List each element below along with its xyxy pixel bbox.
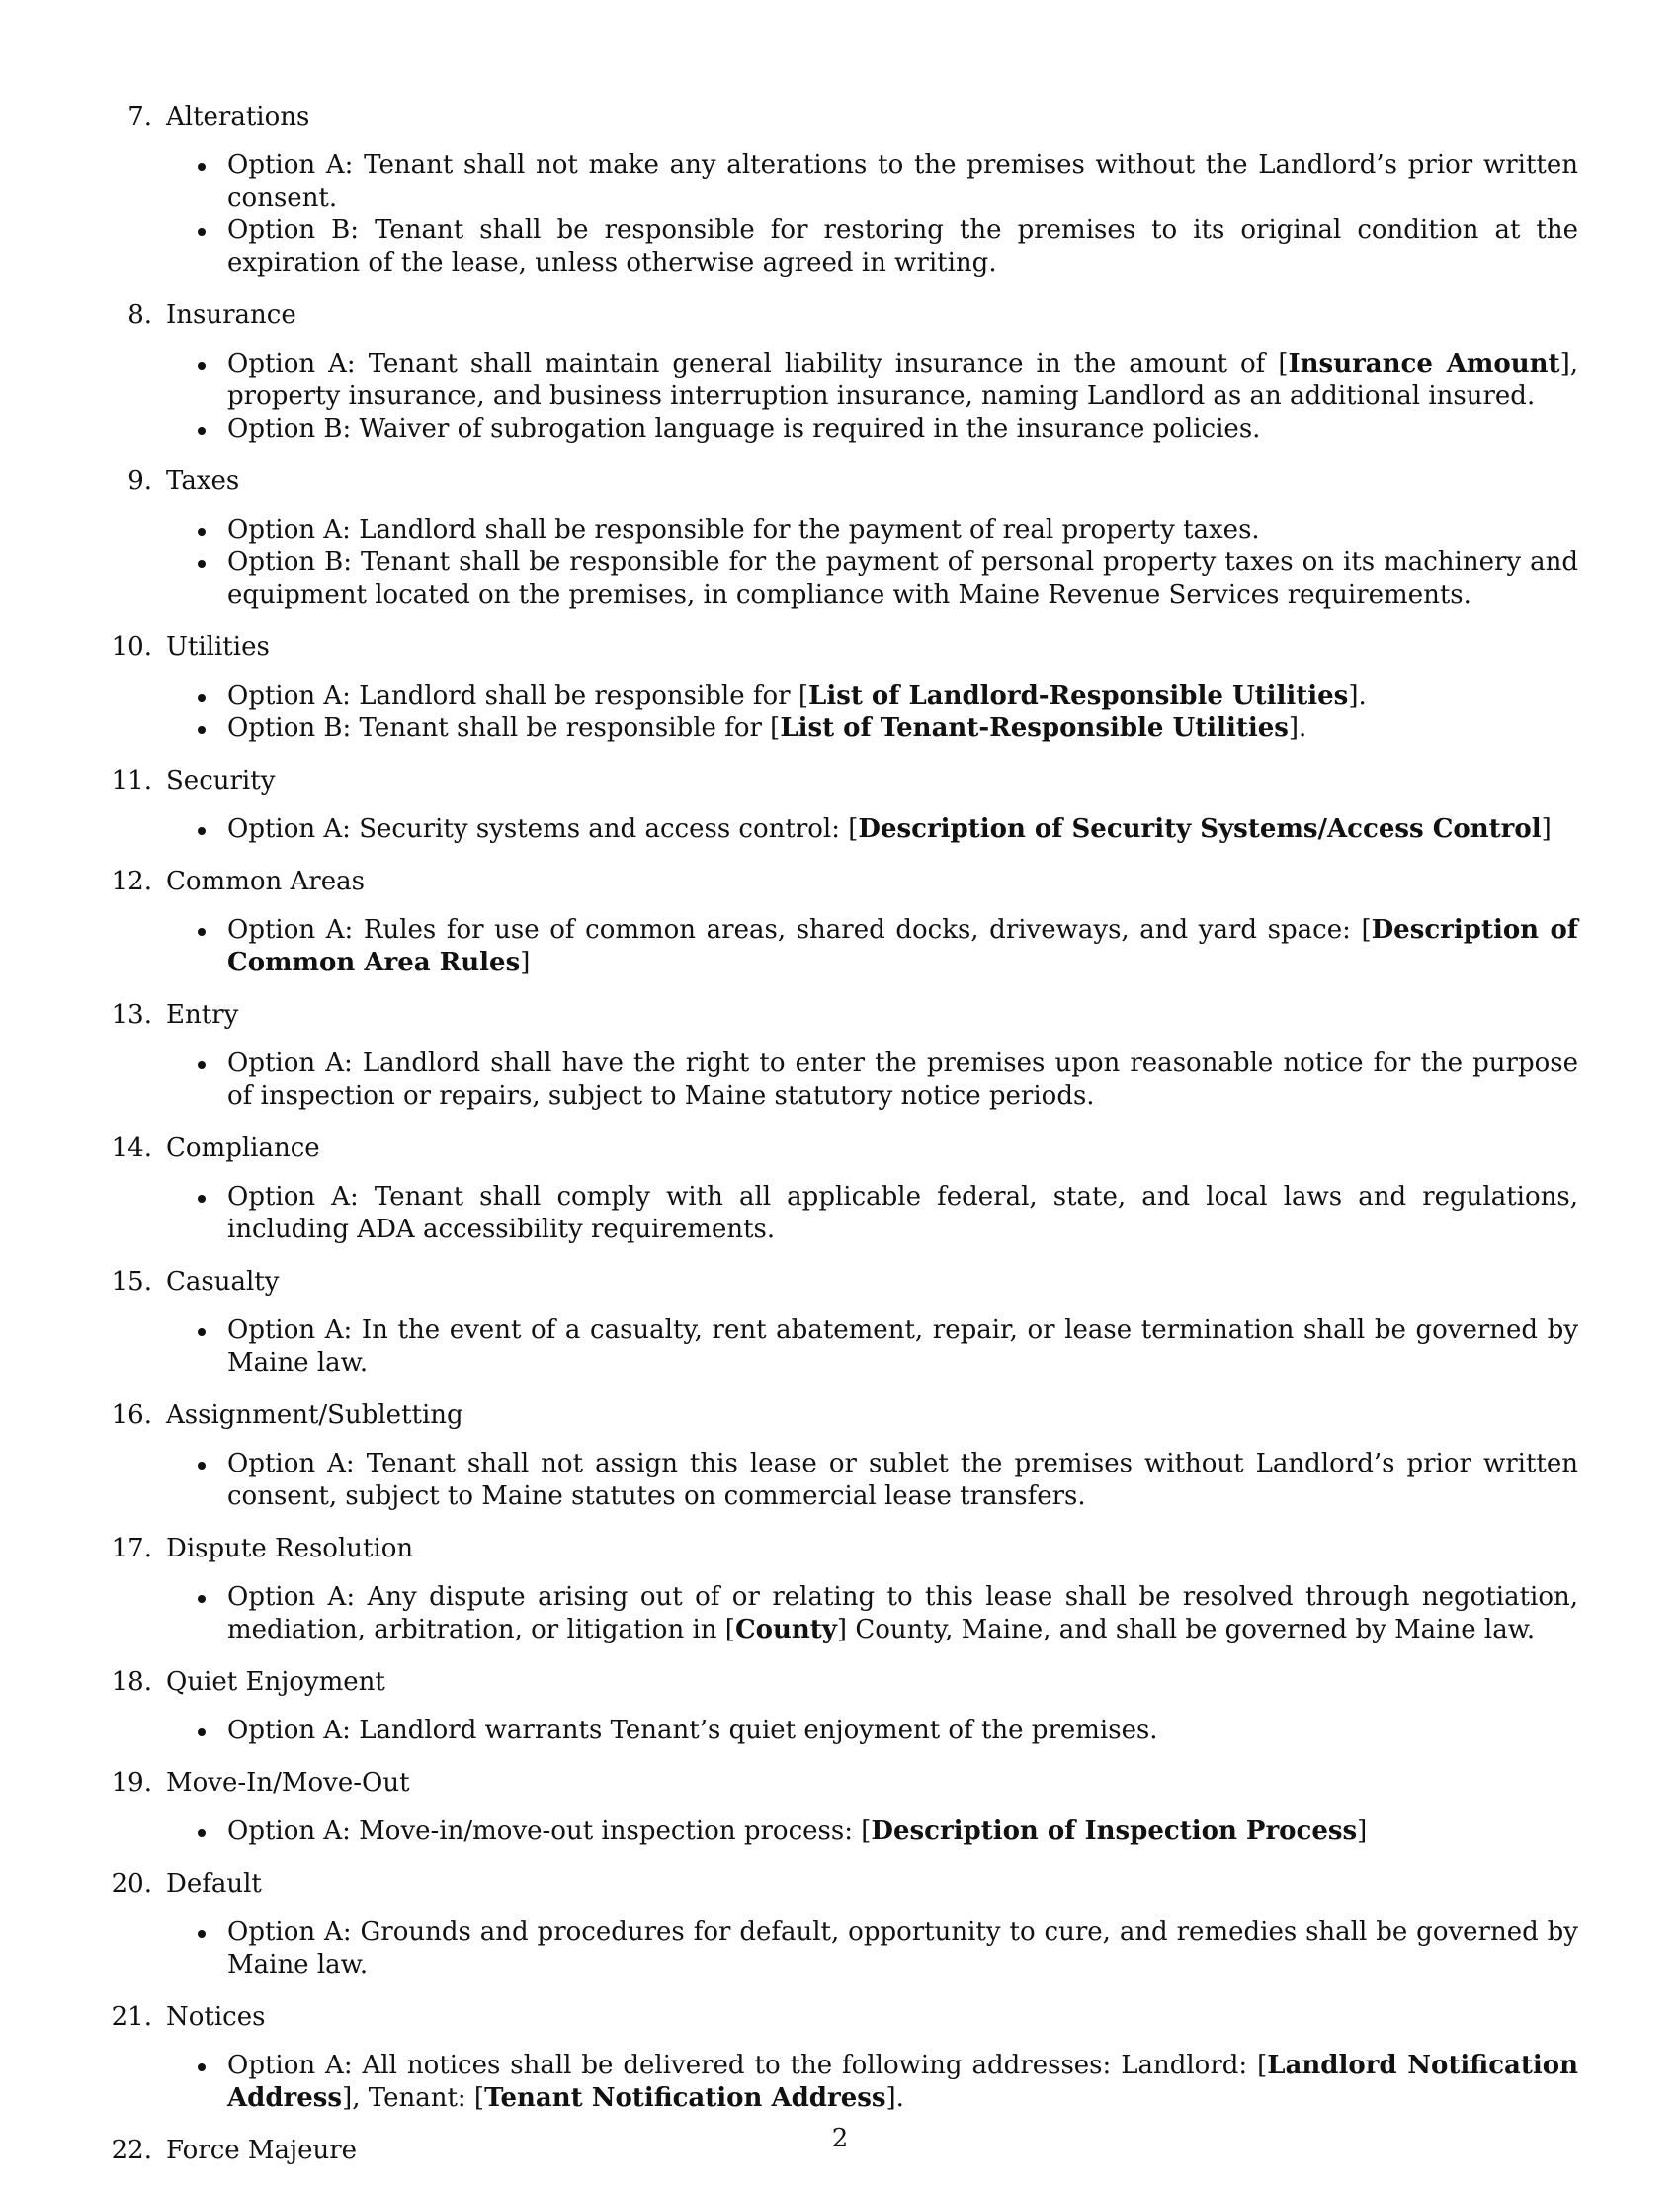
option-label: Option A: [227,349,356,379]
option-list [0,1181,1680,1246]
option-list [0,1048,1680,1113]
bullet-icon [198,560,206,568]
placeholder-field: List of Landlord-Responsible Utilities [808,681,1349,711]
option-text: Security systems and access control: [359,814,849,844]
section-heading [0,465,1680,498]
option-label: Option A: [227,1582,356,1612]
page-number: 2 [831,2124,849,2153]
section-title: Quiet Enjoyment [166,1667,385,1697]
lease-section [0,1399,1680,1513]
section-title: Dispute Resolution [166,1534,414,1563]
lease-section [0,999,1680,1113]
option-item: Option A: Any dispute arising out of or relating to this lease shall be resolved through negotiation, mediation, arbitration, or litigation in [County] County, Maine, and shall be governed by Maine law. [0,1581,1578,1646]
lease-section [0,101,1680,280]
option-item [0,547,1578,612]
section-number: 18. [111,1667,152,1697]
option-list [0,348,1680,446]
option-text: Grounds and procedures for default, opportunity to cure, and remedies shall be governed by Maine law. [227,1917,1578,1979]
bullet-icon [198,1061,206,1069]
option-text: Move-in/move-out inspection process: [359,1816,862,1846]
bullet-icon [198,228,206,236]
section-title: Move-In/Move-Out [166,1768,410,1798]
lease-section [0,1868,1680,1981]
section-heading [0,1399,1680,1432]
option-text: , property insurance, and business interruption insurance, naming Landlord as an additional insured. [227,349,1578,411]
option-text: In the event of a casualty, rent abatement, repair, or lease termination shall be governed by Maine law. [227,1315,1579,1378]
option-text: Waiver of subrogation language is required in the insurance policies. [359,414,1261,444]
lease-section [0,1266,1680,1380]
bullet-icon [198,1930,206,1938]
option-list [0,680,1680,745]
option-item [0,1715,1578,1747]
option-label: Option B: [227,414,352,444]
lease-section [0,765,1680,846]
section-number: 14. [111,1134,152,1163]
section-number: 7. [127,102,152,131]
section-heading [0,1133,1680,1165]
section-number: 10. [111,632,152,662]
option-item: Option B: Tenant shall be responsible for [List of Tenant-Responsible Utilities]. [0,713,1578,745]
option-text: Landlord shall be responsible for the payment of real property taxes. [359,515,1260,545]
lease-section [0,1767,1680,1848]
lease-section [0,1666,1680,1747]
option-item [0,1181,1578,1246]
option-label: Option A: [227,681,351,711]
section-number: 15. [111,1267,152,1297]
option-text: Landlord shall be responsible for [359,681,798,711]
lease-section [0,299,1680,446]
section-number: 13. [111,1000,152,1030]
bullet-icon [198,1728,206,1736]
section-title: Alterations [166,102,310,131]
option-label: Option A: [227,1917,352,1947]
option-label: Option A: [227,1315,353,1345]
option-item [0,1314,1578,1380]
option-item [0,514,1578,547]
placeholder-field: Tenant Notification Address [484,2083,886,2113]
option-label: Option B: [227,215,360,245]
option-text: Any dispute arising out of or relating to this lease shall be resolved through negotiation, mediation, arbitration, or litigation in [227,1582,1579,1644]
section-heading [0,1266,1680,1299]
section-heading [0,866,1680,898]
section-heading [0,1868,1680,1900]
option-text: Tenant shall not make any alterations to the premises without the Landlord’s prior written consent. [227,150,1579,212]
option-text: County, Maine, and shall be governed by Maine law. [847,1615,1536,1644]
bullet-icon [198,694,206,702]
section-number: 17. [111,1534,152,1563]
section-title: Entry [166,1000,239,1030]
option-text: . [895,2083,904,2113]
bullet-icon [198,928,206,936]
bullet-icon [198,1595,206,1603]
section-heading [0,765,1680,798]
bullet-icon [198,827,206,835]
option-item [0,413,1578,446]
bullet-icon [198,362,206,370]
option-list [0,1815,1680,1848]
lease-section [0,2001,1680,2115]
option-label: Option A: [227,915,354,945]
bullet-icon [198,528,206,536]
section-number: 12. [111,867,152,896]
lease-section [0,631,1680,745]
section-title: Security [166,766,276,796]
option-label: Option A: [227,1449,355,1478]
section-heading [0,999,1680,1032]
bullet-icon [198,1328,206,1336]
option-text: , Tenant: [352,2083,474,2113]
section-title: Taxes [166,466,240,496]
section-title: Force Majeure [166,2136,358,2165]
option-list [0,1314,1680,1380]
bullet-icon [198,2063,206,2071]
section-heading [0,631,1680,664]
section-number: 20. [111,1869,152,1898]
option-label: Option A: [227,1716,351,1745]
option-list [0,813,1680,846]
option-label: Option A: [227,1049,353,1078]
option-label: Option A: [227,150,354,180]
placeholder-field: Landlord Notification Address [227,2051,1579,2113]
option-item [0,1448,1578,1513]
option-text: Tenant shall be responsible for [359,714,771,743]
option-label: Option A: [227,1816,351,1846]
option-label: Option B: [227,714,352,743]
option-item [0,214,1578,280]
section-title: Compliance [166,1134,320,1163]
option-text: Landlord shall have the right to enter the premises upon reasonable notice for the purpose of inspection or repairs, subject to Maine statutory notice periods. [227,1049,1578,1111]
lease-section [0,1533,1680,1646]
section-heading [0,1533,1680,1565]
option-item: Option A: All notices shall be delivered to the following addresses: Landlord: [Landlord Notification Address], Tenant: [Tenant Notification Address]. [0,2050,1578,2115]
option-item [0,1048,1578,1113]
section-heading [0,1666,1680,1699]
option-label: Option A: [227,814,351,844]
lease-section-list [0,101,1680,2187]
bullet-icon [198,1462,206,1470]
section-title: Casualty [166,1267,280,1297]
bullet-icon [198,427,206,435]
option-label: Option A: [227,515,351,545]
option-label: Option B: [227,547,352,577]
section-title: Insurance [166,300,296,330]
option-item [0,1916,1578,1981]
option-text: Tenant shall be responsible for restoring the premises to its original condition at the expiration of the lease, unless otherwise agreed in writing. [227,215,1579,278]
placeholder-field: Description of Inspection Process [871,1816,1358,1846]
option-item: Option A: Move-in/move-out inspection process: [Description of Inspection Process] [0,1815,1578,1848]
placeholder-field: List of Tenant-Responsible Utilities [780,714,1289,743]
section-heading [0,1767,1680,1800]
placeholder-field: Description of Security Systems/Access Control [858,814,1542,844]
option-label: Option A: [227,1182,359,1212]
option-list [0,514,1680,612]
option-text: Tenant shall not assign this lease or sublet the premises without Landlord’s prior written consent, subject to Maine statutes on commercial lease transfers. [227,1449,1579,1511]
placeholder-field: County [734,1615,837,1644]
option-text: Rules for use of common areas, shared docks, driveways, and yard space: [363,915,1362,945]
option-text: Tenant shall maintain general liability insurance in the amount of [368,349,1279,379]
section-number: 22. [111,2136,152,2165]
section-title: Assignment/Subletting [166,1400,463,1430]
section-number: 11. [111,766,152,796]
section-heading [0,101,1680,133]
option-list [0,1448,1680,1513]
option-list [0,2050,1680,2115]
placeholder-field: Description of Common Area Rules [227,915,1578,977]
lease-section [0,465,1680,612]
option-text: Landlord warrants Tenant’s quiet enjoyment of the premises. [359,1716,1158,1745]
option-text: . [1358,681,1367,711]
section-title: Notices [166,2002,266,2032]
option-list [0,914,1680,979]
option-item: Option A: Landlord shall be responsible for [List of Landlord-Responsible Utilities]. [0,680,1578,713]
section-number: 16. [111,1400,152,1430]
option-list [0,1916,1680,1981]
option-list [0,149,1680,280]
bullet-icon [198,1829,206,1837]
section-title: Default [166,1869,262,1898]
option-list [0,1715,1680,1747]
option-item [0,149,1578,214]
bullet-icon [198,163,206,171]
option-text: Tenant shall comply with all applicable federal, state, and local laws and regulations, including ADA accessibility requirements. [227,1182,1579,1244]
lease-section [0,1133,1680,1246]
option-item: Option A: Rules for use of common areas, shared docks, driveways, and yard space: [Description of Common Area Rules] [0,914,1578,979]
option-text: Tenant shall be responsible for the payment of personal property taxes on its machinery and equipment located on the premises, in compliance with Maine Revenue Services requirements. [227,547,1578,610]
option-item: Option A: Tenant shall maintain general liability insurance in the amount of [Insurance Amount], property insurance, and business interruption insurance, naming Landlord as an additional insured. [0,348,1578,413]
placeholder-field: Insurance Amount [1288,349,1560,379]
lease-section [0,866,1680,979]
option-text: All notices shall be delivered to the following addresses: Landlord: [362,2051,1258,2080]
option-item: Option A: Security systems and access control: [Description of Security Systems/Access Control] [0,813,1578,846]
option-label: Option A: [227,2051,353,2080]
section-number: 8. [127,300,152,330]
bullet-icon [198,1195,206,1203]
section-heading [0,299,1680,332]
section-heading [0,2001,1680,2034]
option-text: . [1299,714,1307,743]
section-number: 9. [127,466,152,496]
section-number: 21. [111,2002,152,2032]
bullet-icon [198,726,206,734]
section-number: 19. [111,1768,152,1798]
section-title: Utilities [166,632,270,662]
option-list [0,1581,1680,1646]
section-title: Common Areas [166,867,365,896]
